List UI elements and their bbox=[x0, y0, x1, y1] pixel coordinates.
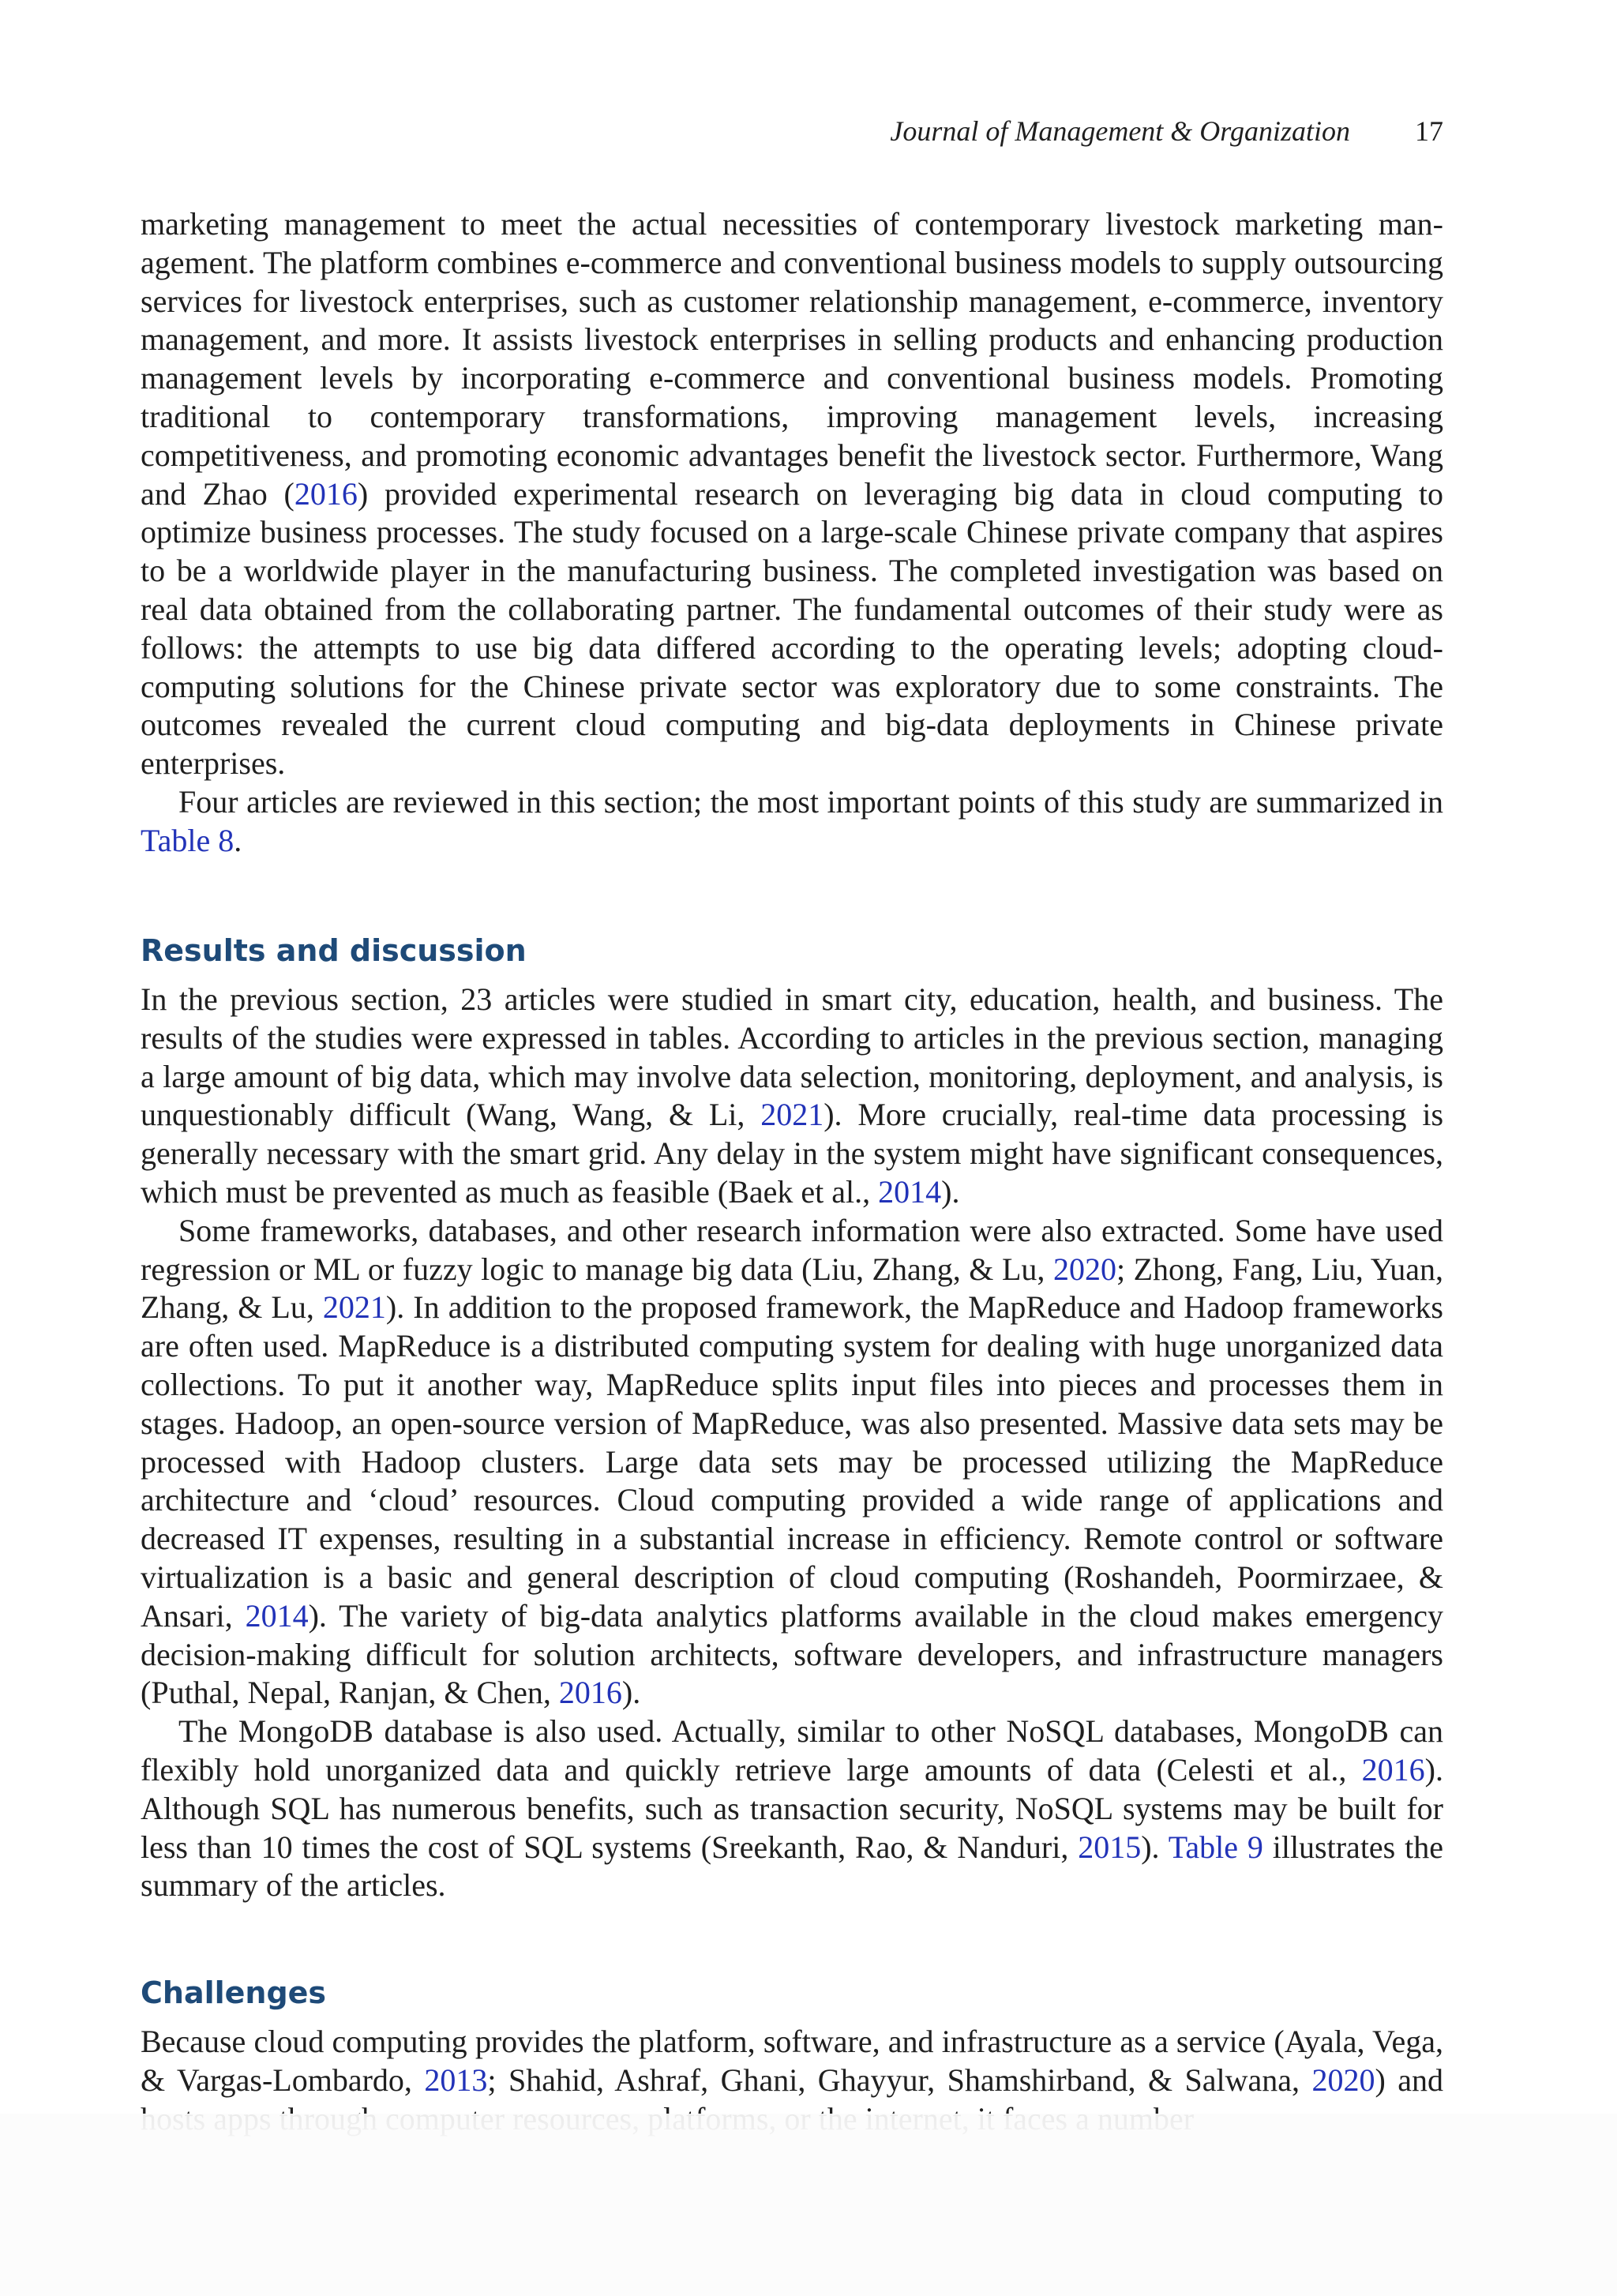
results-paragraph-1 bbox=[141, 981, 1443, 1212]
text-run: ). More crucially, real-time data processing is generally necessary with the smart grid. Any delay in the system might have significant consequences, which must be prevented as much as feasible (Baek et al., bbox=[141, 1097, 1444, 1210]
text-run: ). Although SQL has numerous benefits, such as transaction security, NoSQL systems may be built for less than 10 times the cost of SQL systems (Sreekanth, Rao, & Nanduri, bbox=[141, 1751, 1443, 1865]
results-paragraph-3 bbox=[141, 1713, 1443, 1905]
text-run: Four articles are reviewed in this section; the most important points of this study are summarized in bbox=[178, 783, 1443, 820]
text-run: . bbox=[234, 822, 242, 858]
text-run: In the previous section, 23 articles were studied in smart city, education, health, and business. The results of the studies were expressed in tables. According to articles in the previous section, managing a large amount of big data, which may involve data selection, monitoring, deployment, and analysis, is unquestionably difficult (Wang, Wang, & Li, bbox=[141, 981, 1443, 1133]
text-run: ). bbox=[1141, 1829, 1169, 1865]
citation-link[interactable]: 2021 bbox=[760, 1097, 824, 1133]
table-link[interactable]: Table 9 bbox=[1168, 1829, 1263, 1865]
running-header bbox=[141, 109, 1443, 153]
text-run: Some frameworks, databases, and other research information were also extracted. Some have used regression or ML or fuzzy logic to manage big data (Liu, Zhang, & Lu, bbox=[141, 1212, 1443, 1287]
text-run: ) and bbox=[1375, 2062, 1443, 2098]
citation-link[interactable]: 2016 bbox=[1361, 1751, 1425, 1788]
results-paragraph-2 bbox=[141, 1212, 1443, 1713]
text-run: ). bbox=[621, 1675, 641, 1711]
citation-link[interactable]: 2014 bbox=[878, 1173, 942, 1210]
intro-paragraph-2 bbox=[141, 783, 1443, 861]
text-run: ; Zhong, Fang, Liu, Yuan, Zhang, & Lu, bbox=[141, 1251, 1443, 1326]
citation-link[interactable]: 2015 bbox=[1078, 1829, 1142, 1865]
text-run: ). bbox=[941, 1173, 960, 1210]
text-run: The MongoDB database is also used. Actually, similar to other NoSQL databases, MongoDB can flexibly hold unorganized data and quickly retrieve large amounts of data (Celesti et al., bbox=[141, 1713, 1443, 1788]
text-run: ) provided experimental research on leveraging big data in cloud computing to optimize business processes. The study focused on a large-scale Chinese private company that aspires to be a worldwide player in the manufacturing business. The completed investigation was based on real data obtained from the collaborating partner. The fundamental outcomes of their study were as follows: the attempts to use big data differed according to the operating levels; adopting cloud-computing solutions for the Chinese private sector was exploratory due to some constraints. The outcomes revealed the current cloud computing and big-data deployments in Chinese private enterprises. bbox=[141, 475, 1443, 782]
text-run: Because cloud computing provides the platform, software, and infrastructure as a service (Ayala, Vega, & Vargas-Lombardo, bbox=[141, 2024, 1443, 2098]
intro-paragraph-1 bbox=[141, 205, 1443, 783]
citation-link[interactable]: 2016 bbox=[558, 1675, 622, 1711]
page-fade-overlay bbox=[0, 2114, 1617, 2296]
journal-title: Journal of Management & Organization bbox=[890, 115, 1350, 147]
citation-link[interactable]: 2020 bbox=[1311, 2062, 1375, 2098]
citation-link[interactable]: 2020 bbox=[1052, 1251, 1116, 1287]
table-link[interactable]: Table 8 bbox=[141, 822, 234, 858]
page-number: 17 bbox=[1415, 115, 1443, 147]
citation-link[interactable]: 2016 bbox=[294, 475, 358, 512]
section-heading-results: Results and discussion bbox=[141, 933, 527, 968]
text-run: ; Shahid, Ashraf, Ghani, Ghayyur, Shamshirband, & Salwana, bbox=[487, 2062, 1312, 2098]
citation-link[interactable]: 2021 bbox=[322, 1289, 386, 1326]
text-run: ). In addition to the proposed framework, the MapReduce and Hadoop frameworks are often used. MapReduce is a distributed computing system for dealing with huge unorganized data collections. To put it another way, MapReduce splits input files into pieces and processes them in stages. Hadoop, an open-source version of MapReduce, was also presented. Massive data sets may be processed with Hadoop clusters. Large data sets may be processed utilizing the MapReduce architecture and ‘cloud’ resources. Cloud computing provided a wide range of applications and decreased IT expenses, resulting in a substantial increase in efficiency. Remote control or software virtualization is a basic and general description of cloud computing (Roshandeh, Poormirzaee, & Ansari, bbox=[141, 1289, 1443, 1634]
text-run: ). The variety of big-data analytics platforms available in the cloud makes emergency decision-making difficult for solution architects, software developers, and infrastructure managers (Puthal, Nepal, Ranjan, & Chen, bbox=[141, 1597, 1443, 1711]
results-section bbox=[141, 981, 1443, 1905]
intro-section bbox=[141, 205, 1443, 861]
text-run: illustrates the summary of the articles. bbox=[141, 1829, 1443, 1904]
section-heading-challenges: Challenges bbox=[141, 1975, 327, 2010]
citation-link[interactable]: 2013 bbox=[424, 2062, 488, 2098]
text-run: marketing management to meet the actual necessities of contemporary livestock marketing management. The platform combines e-commerce and conventional business models to supply outsourcing services for livestock enterprises, such as customer relationship management, e-commerce, inventory management, and more. It assists livestock enterprises in selling products and enhancing production management levels by incorporating e-commerce and conventional business models. Promoting traditional to contemporary transformations, improving management levels, increasing competitiveness, and promoting economic advantages benefit the livestock sector. Furthermore, Wang and Zhao ( bbox=[141, 206, 1443, 512]
citation-link[interactable]: 2014 bbox=[245, 1597, 309, 1634]
